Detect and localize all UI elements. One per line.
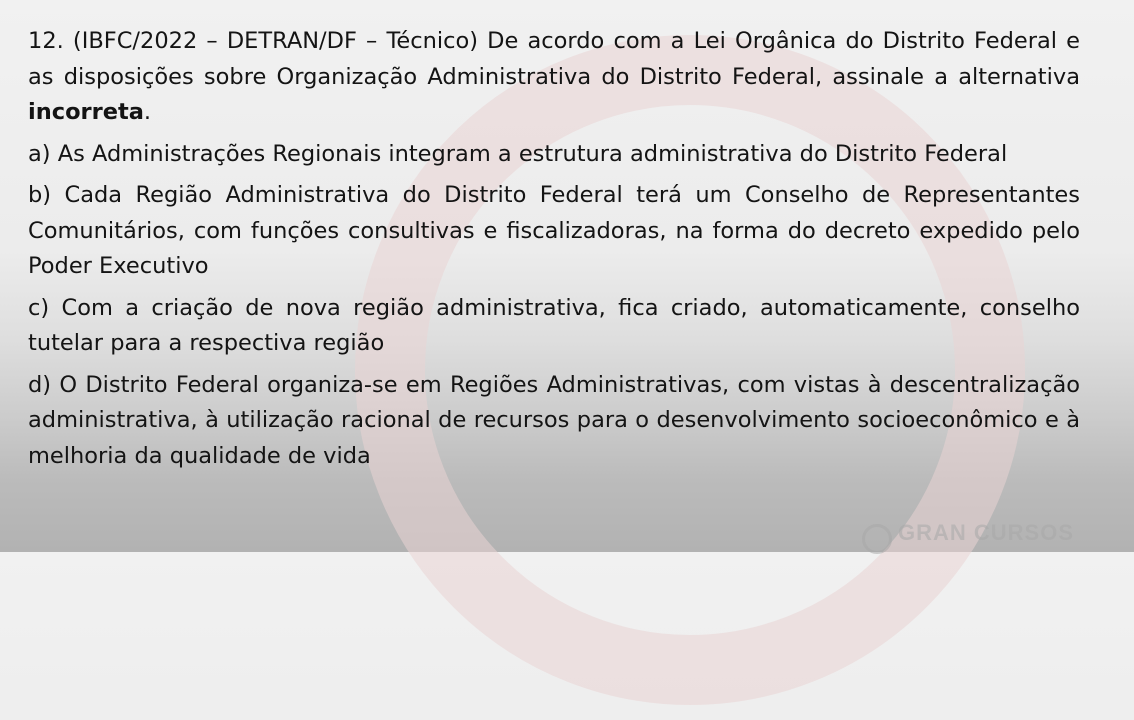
option-b: b) Cada Região Administrativa do Distrito Federal terá um Conselho de Representantes Comunitários, com funções consultivas e fiscalizadoras, na forma do decreto expedido pelo Poder Executivo: [28, 182, 1080, 279]
question-suffix: .: [143, 99, 152, 125]
question-block: [28, 24, 1080, 480]
question-statement: [28, 24, 1080, 131]
question-emphasis: incorreta: [28, 99, 144, 125]
option-c: c) Com a criação de nova região administrativa, fica criado, automaticamente, conselho tutelar para a respectiva região: [28, 294, 1080, 356]
question-prefix: 12. (IBFC/2022 – DETRAN/DF – Técnico) De acordo com a Lei Orgânica do Distrito Federal e as disposições sobre Organização Administrativa do Distrito Federal, assinale a alternativa: [28, 28, 1080, 90]
logo-text: GRAN CURSOS: [898, 520, 1075, 545]
gran-cursos-logo: [862, 520, 1102, 552]
logo-circle-icon: [862, 524, 892, 554]
option-a: a) As Administrações Regionais integram a estrutura administrativa do Distrito Federal: [28, 140, 1008, 167]
option-d: d) O Distrito Federal organiza-se em Regiões Administrativas, com vistas à descentralização administrativa, à utilização racional de recursos para o desenvolvimento socioeconômico e à melhoria da qualidade de vida: [28, 371, 1080, 469]
